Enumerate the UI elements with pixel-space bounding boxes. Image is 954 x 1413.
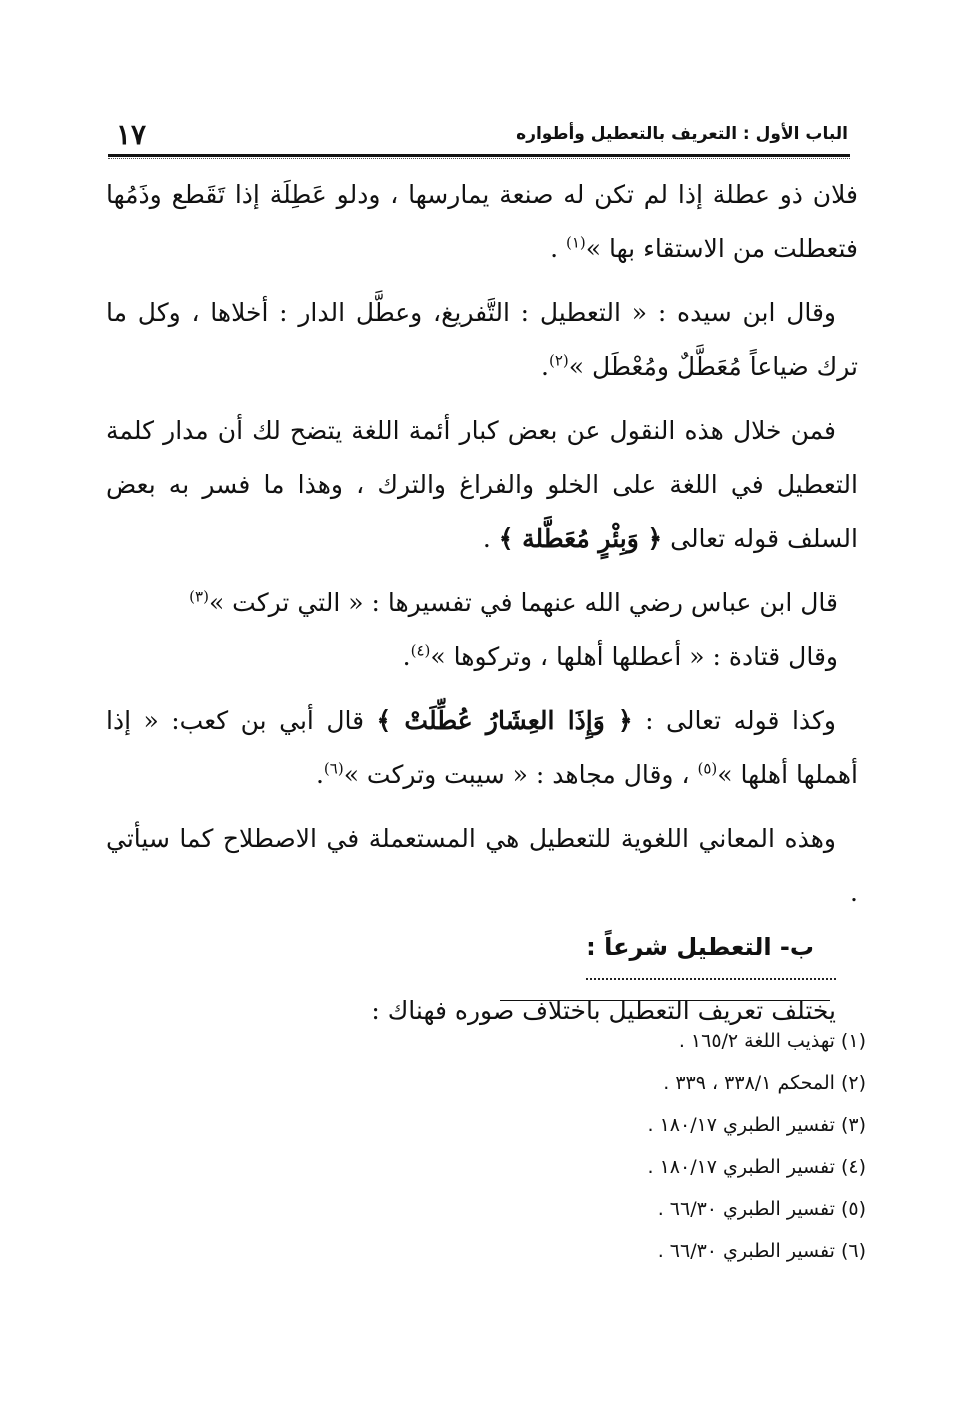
paragraph-6 (106, 694, 858, 802)
footnote-ref-3: (٣) (189, 587, 209, 606)
paragraph-4-text: قال ابن عباس رضي الله عنهما في تفسيرها : « التي تركت » (208, 588, 838, 617)
main-text (106, 168, 858, 1048)
paragraph-1-end: . (550, 234, 566, 263)
paragraph-2-text: وقال ابن سيده : « التعطيل : التَّفريغ، وعطَّل الدار : أخلاها ، وكل ما ترك ضياعاً مُعَطَّلٌ ومُعْطَل » (106, 298, 858, 381)
footnote-ref-4: (٤) (410, 641, 431, 660)
quran-verse-1: ﴿ وَبِئْرٍ مُعَطَّلة ﴾ (498, 524, 663, 553)
paragraph-6-text-b: قال أبي بن كعب: « إذا أهملها أهلها » (106, 706, 858, 789)
footnote-2: (٢) المحكم ٣٣٨/١ ، ٣٣٩ . (663, 1072, 866, 1094)
footnote-5: (٥) تفسير الطبري ٦٦/٣٠ . (657, 1198, 866, 1220)
page-number: ١٧ (116, 118, 147, 151)
paragraph-3 (106, 404, 858, 566)
subheading-paragraph (106, 920, 858, 980)
footnote-6: (٦) تفسير الطبري ٦٦/٣٠ . (657, 1240, 866, 1262)
page-header (108, 118, 848, 152)
header-dotted-rule (108, 158, 850, 159)
footnote-4: (٤) تفسير الطبري ١٨٠/١٧ . (647, 1156, 866, 1178)
paragraph-3-end: . (482, 524, 499, 553)
footnote-ref-5: (٥) (697, 759, 718, 778)
paragraph-6-text-a: وكذا قوله تعالى : (632, 706, 836, 735)
paragraph-8-text: يختلف تعريف التعطيل باختلاف صوره فهناك : (371, 996, 836, 1025)
quran-verse-2: ﴿ وَإِذَا العِشَارُ عُطِّلَتْ ﴾ (376, 706, 633, 735)
footnote-ref-2: (٢) (548, 351, 569, 370)
footnote-3: (٣) تفسير الطبري ١٨٠/١٧ . (647, 1114, 866, 1136)
paragraph-2 (106, 286, 858, 394)
paragraph-5 (106, 630, 858, 684)
footnote-1: (١) تهذيب اللغة ١٦٥/٢ . (678, 1030, 866, 1052)
header-rule (108, 154, 850, 157)
paragraph-3-text: فمن خلال هذه النقول عن بعض كبار أئمة اللغة يتضح لك أن مدار كلمة التعطيل في اللغة على الخلو والفراغ والترك ، وهذا ما فسر به بعض السلف قوله تعالى (106, 416, 858, 553)
paragraph-2-end: . (541, 352, 549, 381)
running-title: الباب الأول : التعريف بالتعطيل وأطواره (516, 124, 848, 144)
paragraph-5-end: . (402, 642, 411, 671)
footnotes (266, 1020, 866, 1272)
paragraph-4 (106, 576, 858, 630)
paragraph-1 (106, 168, 858, 276)
paragraph-7-text: وهذه المعاني اللغوية للتعطيل هي المستعملة في الاصطلاح كما سيأتي . (106, 824, 858, 907)
paragraph-6-text-c: ، وقال مجاهد : « سيبت وتركت » (343, 760, 698, 789)
paragraph-6-end: . (315, 760, 324, 789)
paragraph-1-text: فلان ذو عطلة إذا لم تكن له صنعة يمارسها ، ودلو عَطِلَة إذا تَقَطع وذَمُها فتعطلت من الاستقاء بها » (106, 180, 858, 263)
footnote-ref-6: (٦) (323, 759, 344, 778)
section-subheading: ب- التعطيل شرعاً : (586, 920, 836, 980)
paragraph-7 (106, 812, 858, 920)
paragraph-5-text: وقال قتادة : « أعطلها أهلها ، وتركوها » (430, 642, 838, 671)
footnote-ref-1: (١) (566, 233, 586, 252)
footnote-separator (500, 1000, 830, 1001)
